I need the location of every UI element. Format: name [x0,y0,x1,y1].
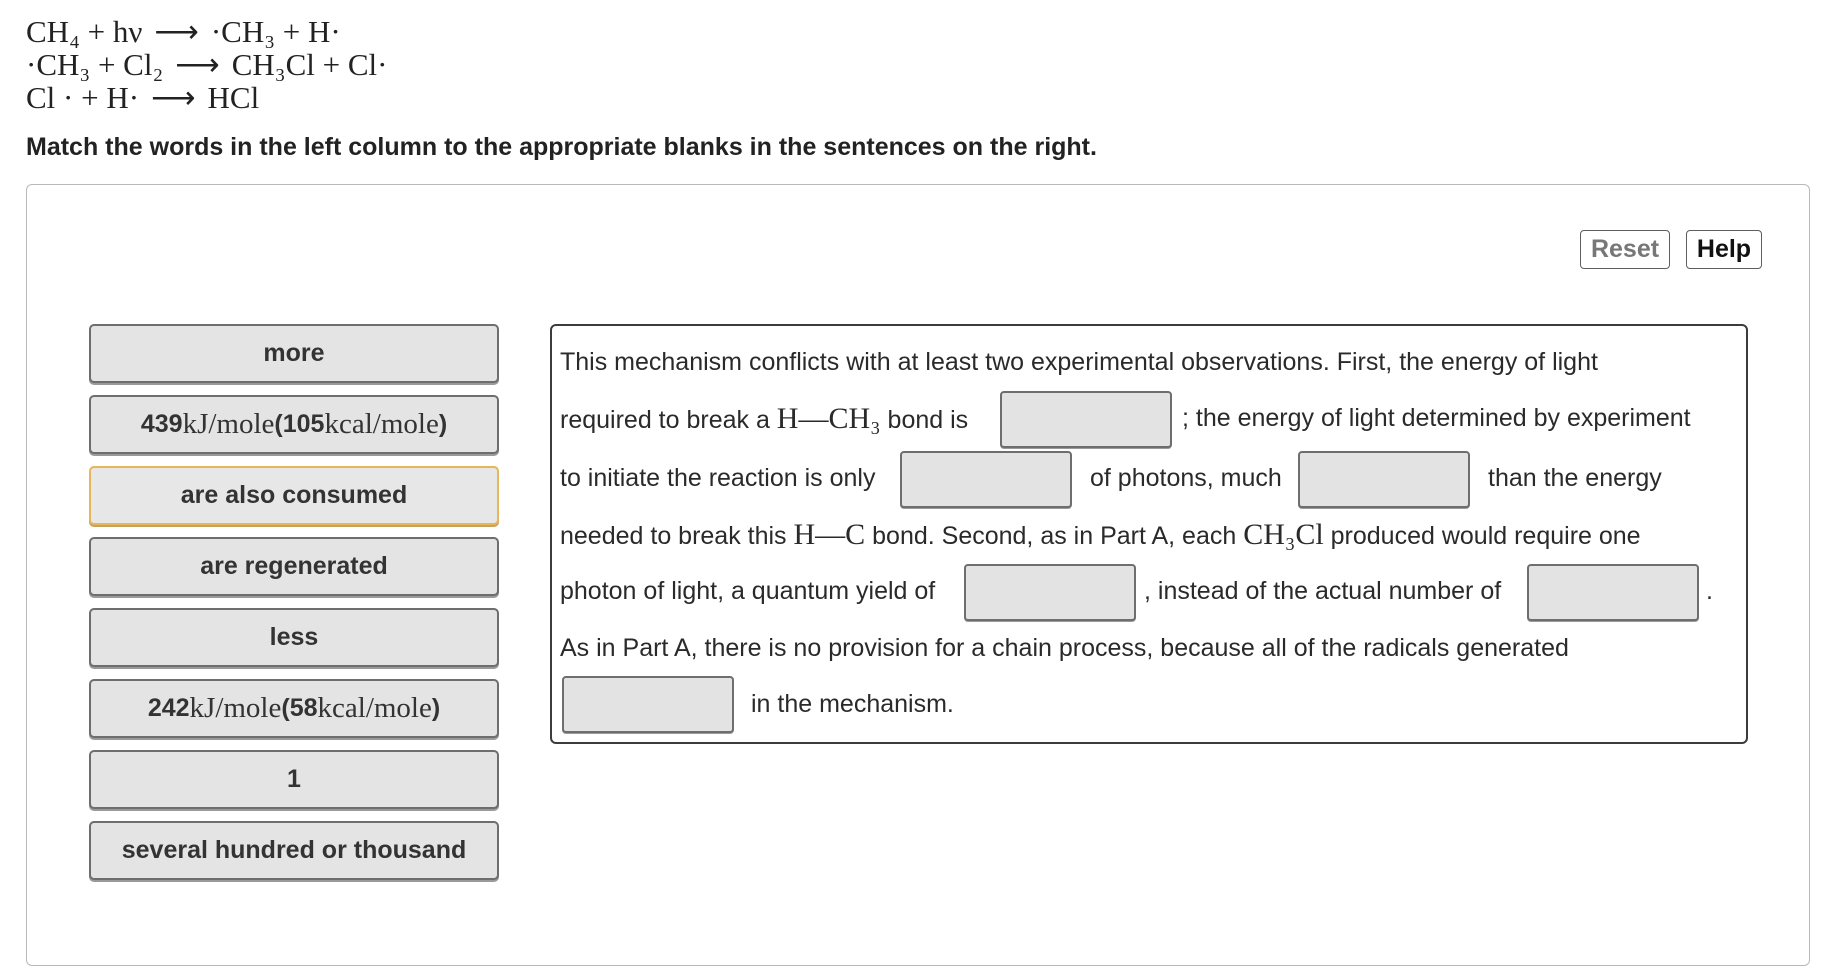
sentence-text: bond. Second, as in Part A, each [865,522,1244,550]
word-tile-more[interactable] [89,324,499,383]
instruction-text: Match the words in the left column to the appropriate blanks in the sentences on the right. [26,133,1097,161]
formula-h-ch3: H—CH₃ [776,402,881,435]
sentence-text: required to break a [560,406,777,434]
word-tile-less[interactable] [89,608,499,667]
word-label-pre: 439 [140,410,183,438]
sentence-line-2 [560,404,968,434]
sentence-text: photon of light, a quantum yield of [560,577,936,605]
sentence-text: , instead of the actual number of [1144,577,1502,605]
sentence-text: of photons, much [1090,464,1282,492]
sentence-text: produced would require one [1323,522,1641,550]
word-tile-439-kj[interactable] [89,395,499,454]
word-label: less [269,623,319,651]
word-tile-242-kj[interactable] [89,679,499,738]
equation-2-left: ·CH₃ + Cl₂ [26,47,164,82]
word-unit-kj: kJ/mole [182,408,275,440]
equation-3 [26,82,259,113]
blank-5[interactable] [1527,564,1699,621]
sentence-line-1: This mechanism conflicts with at least two experimental observations. First, the energy of light [560,348,1598,376]
blank-3[interactable] [1298,451,1470,508]
arrow-icon: ⟶ [151,80,196,115]
word-label: more [263,339,325,367]
word-label-post: ) [431,694,441,722]
sentence-text: than the energy [1488,464,1662,492]
word-label: several hundred or thousand [121,836,467,864]
arrow-icon: ⟶ [154,14,199,49]
word-label-mid: (105 [274,410,325,438]
equation-2-right: CH₃Cl + Cl· [231,47,388,82]
word-tile-are-also-consumed[interactable] [89,466,499,525]
equation-2 [26,49,388,80]
equation-1-left: CH₄ + hν [26,14,143,49]
word-tile-are-regenerated[interactable] [89,537,499,596]
sentence-text: As in Part A, there is no provision for a chain process, because all of the radicals generated [560,634,1569,662]
word-label: 1 [287,765,301,793]
word-label-pre: 242 [147,694,190,722]
word-tile-several-hundred-or-thousand[interactable] [89,821,499,880]
word-label: are also consumed [180,481,408,509]
sentence-text: bond is [880,406,969,434]
word-tile-1[interactable] [89,750,499,809]
reset-button[interactable]: Reset [1580,230,1670,269]
blank-4[interactable] [964,564,1136,621]
blank-1[interactable] [1000,391,1172,448]
word-label-mid: (58 [281,694,318,722]
sentence-text: in the mechanism. [751,690,954,718]
sentence-text: needed to break this [560,522,794,550]
word-unit-kcal: kcal/mole [324,408,439,440]
equation-3-left: Cl · + H· [26,80,140,115]
sentence-text: to initiate the reaction is only [560,464,876,492]
word-label: are regenerated [200,552,388,580]
formula-ch3cl: CH₃Cl [1243,518,1324,551]
sentence-text: . [1706,577,1713,605]
formula-h-c: H—C [793,518,866,551]
arrow-icon: ⟶ [175,47,220,82]
word-unit-kcal: kcal/mole [317,692,432,724]
word-unit-kj: kJ/mole [189,692,282,724]
word-label-post: ) [438,410,448,438]
sentence-line-4 [560,520,1641,550]
equation-3-right: HCl [207,80,260,115]
blank-2[interactable] [900,451,1072,508]
help-button[interactable]: Help [1686,230,1762,269]
equation-1-right: ·CH₃ + H· [210,14,341,49]
blank-6[interactable] [562,676,734,733]
sentence-text: ; the energy of light determined by experiment [1182,404,1691,432]
equation-1 [26,16,341,47]
